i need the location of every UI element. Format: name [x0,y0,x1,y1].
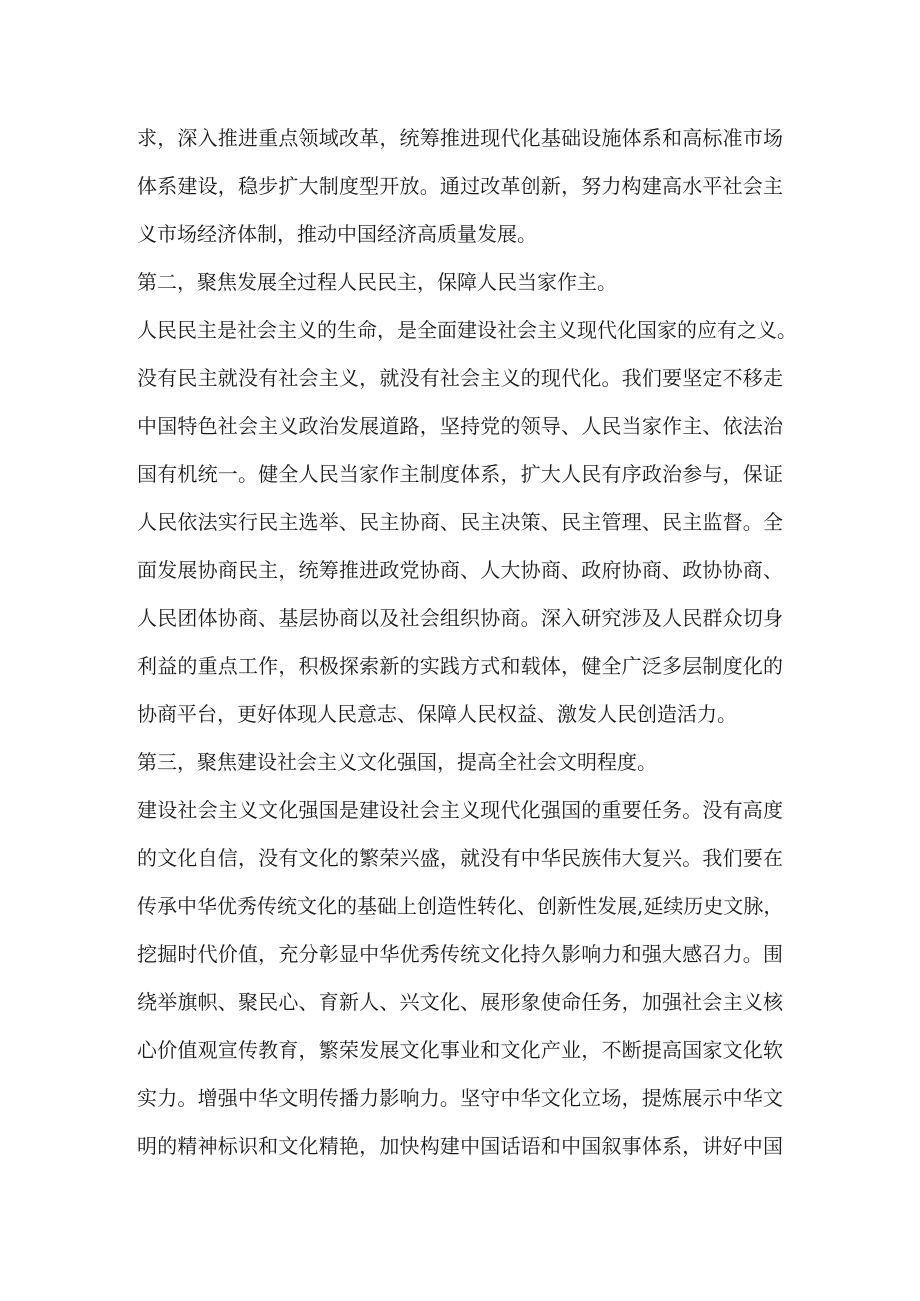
text-line: 的文化自信，没有文化的繁荣兴盛，就没有中华民族伟大复兴。我们要在 [137,846,783,870]
text-line: 绕举旗帜、聚民心、育新人、兴文化、展形象使命任务，加强社会主义核 [137,990,783,1014]
text-line: 利益的重点工作，积极探索新的实践方式和载体，健全广泛多层制度化的 [137,654,783,678]
text-line: 人民依法实行民主选举、民主协商、民主决策、民主管理、民主监督。全 [137,510,783,534]
text-line: 没有民主就没有社会主义，就没有社会主义的现代化。我们要坚定不移走 [137,366,783,390]
text-line: 国有机统一。健全人民当家作主制度体系，扩大人民有序政治参与，保证 [137,462,783,486]
text-line: 建设社会主义文化强国是建设社会主义现代化强国的重要任务。没有高度 [137,798,783,822]
text-line: 心价值观宣传教育，繁荣发展文化事业和文化产业，不断提高国家文化软 [137,1038,783,1062]
text-line: 求，深入推进重点领域改革，统筹推进现代化基础设施体系和高标准市场 [137,126,783,150]
text-line: 挖掘时代价值，充分彰显中华优秀传统文化持久影响力和强大感召力。围 [137,942,783,966]
text-line: 实力。增强中华文明传播力影响力。坚守中华文化立场，提炼展示中华文 [137,1086,783,1110]
text-line: 面发展协商民主，统筹推进政党协商、人大协商、政府协商、政协协商、 [137,558,783,582]
text-line: 人民团体协商、基层协商以及社会组织协商。深入研究涉及人民群众切身 [137,606,783,630]
text-line: 中国特色社会主义政治发展道路，坚持党的领导、人民当家作主、依法治 [137,414,783,438]
text-line: 人民民主是社会主义的生命，是全面建设社会主义现代化国家的应有之义。 [137,318,797,342]
text-line: 体系建设，稳步扩大制度型开放。通过改革创新，努力构建高水平社会主 [137,174,783,198]
text-line: 义市场经济体制，推动中国经济高质量发展。 [137,222,537,246]
text-line: 传承中华优秀传统文化的基础上创造性转化、创新性发展,延续历史文脉， [137,894,784,918]
section-heading: 第二，聚焦发展全过程人民民主，保障人民当家作主。 [137,270,617,294]
section-heading: 第三，聚焦建设社会主义文化强国，提高全社会文明程度。 [137,750,657,774]
text-line: 协商平台，更好体现人民意志、保障人民权益、激发人民创造活力。 [137,702,737,726]
text-line: 明的精神标识和文化精艳，加快构建中国话语和中国叙事体系，讲好中国 [137,1134,783,1158]
